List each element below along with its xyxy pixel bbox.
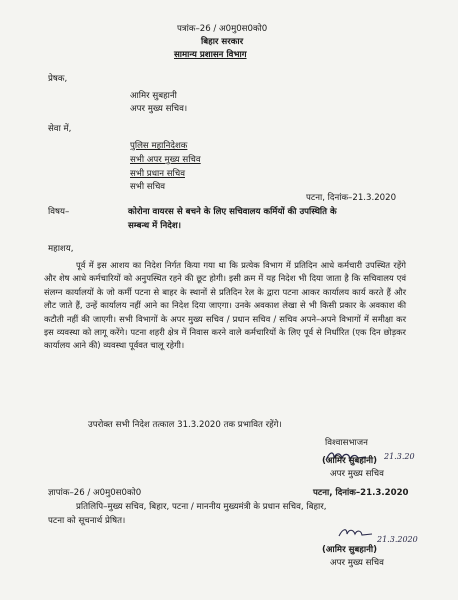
memo-place-date: पटना, दिनांक–21.3.2020 — [313, 488, 409, 498]
sender-name: आमिर सुबहानी — [130, 91, 177, 101]
recipient-item: पुलिस महानिदेशक — [130, 141, 188, 151]
recipient-item: सभी अपर मुख्य सचिव — [130, 155, 201, 165]
signatory-name: (आमिर सुबहानी) — [322, 456, 378, 466]
body-paragraph — [44, 259, 406, 353]
sender-label: प्रेषक, — [48, 74, 68, 84]
handwritten-date: 21.3.2020 — [377, 535, 418, 544]
subject-line: कोरोना वायरस से बचने के लिए सचिवालय कर्मियों की उपस्थिति के — [128, 207, 337, 217]
signatory-designation: अपर मुख्य सचिव — [330, 469, 384, 479]
subject-line: सम्बन्ध में निदेश। — [128, 221, 181, 231]
memo-reference-number: ज्ञापांक–26 / अ0मु0स0को0 — [48, 488, 142, 498]
subject-label: विषय– — [48, 207, 70, 217]
memo-copy-line: पटना को सूचनार्थ प्रेषित। — [48, 516, 126, 526]
salutation: महाशय, — [48, 244, 74, 254]
signatory-designation: अपर मुख्य सचिव — [330, 558, 384, 568]
recipient-item: सभी प्रधान सचिव — [130, 169, 185, 179]
memo-copy-line: प्रतिलिपि–मुख्य सचिव, बिहार, पटना / माननीय मुख्यमंत्री के प्रधान सचिव, बिहार, — [76, 502, 327, 512]
closing-text: विश्वासभाजन — [325, 438, 368, 448]
government-name: बिहार सरकार — [201, 37, 244, 47]
recipient-item: सभी सचिव — [130, 182, 166, 192]
signatory-name: (आमिर सुबहानी) — [322, 545, 378, 555]
sender-designation: अपर मुख्य सचिव। — [130, 104, 188, 114]
handwritten-signature — [336, 525, 376, 541]
recipient-label: सेवा में, — [48, 124, 72, 134]
place-date: पटना, दिनांक–21.3.2020 — [306, 193, 397, 203]
effect-line: उपरोक्त सभी निदेश तत्काल 31.3.2020 तक प्रभावित रहेंगे। — [88, 420, 282, 430]
letter-reference-number: पत्रांक–26 / अ0मु0स0को0 — [177, 24, 268, 34]
handwritten-date: 21.3.20 — [384, 452, 415, 461]
body-text: पूर्व में इस आशय का निदेश निर्गत किया गया था कि प्रत्येक विभाग में प्रतिदिन आधे कर्मचारी उपस्थित रहेंगे और शेष आधे कर्मचारियों को अनुपस्थित रहने की छूट होगी। इसी क्रम में यह निदेश भी दिया जाता है कि सचिवालय एवं संलग्न कार्यालयों के जो कर्मी पटना से बाहर के स्थानों से प्रतिदिन रेल के द्वारा पटना आकर कार्यालय कार्य करते हैं और लौट जाते हैं, उन्हें कार्यालय नहीं आने का निदेश दिया जाएगा। उनके अवकाश लेखा से भी किसी प्रकार के अवकाश की कटौती नहीं की जाएगी। सभी विभागों के अपर मुख्य सचिव / प्रधान सचिव / सचिव अपने–अपने विभागों में समीक्षा कर इस व्यवस्था को लागू करेंगे। पटना शहरी क्षेत्र में निवास करने वाले कर्मचारियों के लिए पूर्व से निर्धारित (एक दिन छोड़कर कार्यालय आने की) व्यवस्था पूर्ववत चालू रहेगी। — [44, 260, 406, 351]
department-name: सामान्य प्रशासन विभाग — [174, 50, 247, 60]
